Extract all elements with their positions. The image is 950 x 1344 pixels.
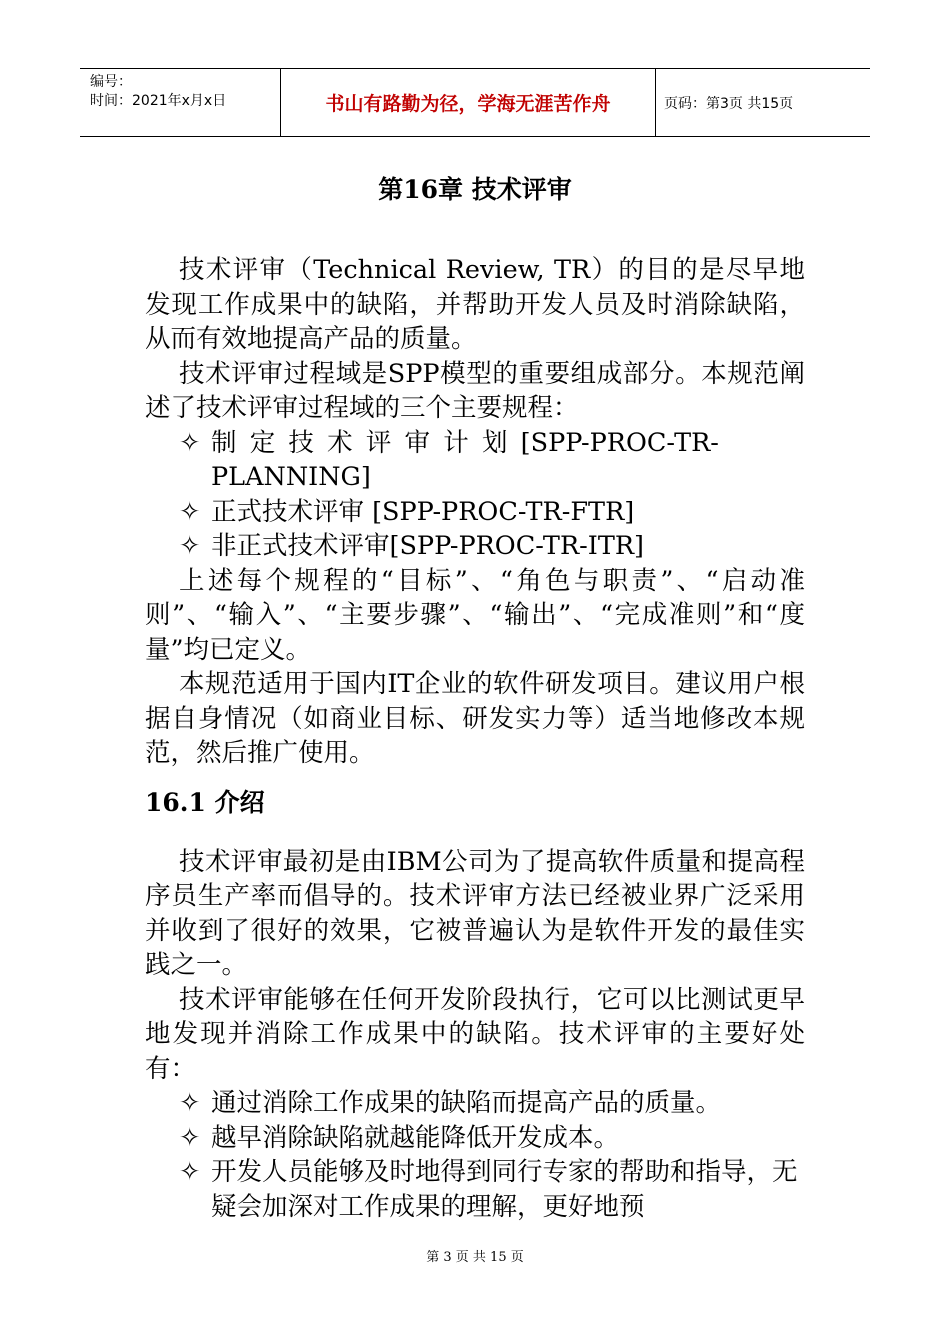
document-time-label: 时间：2021年x月x日: [90, 93, 227, 109]
section-paragraph-1: 技术评审最初是由IBM公司为了提高软件质量和提高程序员生产率而倡导的。技术评审方法已经被业界广泛采用并收到了很好的效果，它被普遍认为是软件开发的最佳实践之一。: [145, 846, 805, 980]
intro-bullet-3: [179, 529, 805, 564]
bullet-icon: ✧: [179, 1122, 201, 1153]
header-meta: [80, 69, 280, 136]
bullet-text: 开发人员能够及时地得到同行专家的帮助和指导，无疑会加深对工作成果的理解，更好地预: [211, 1157, 798, 1222]
bullet-text: 越早消除缺陷就越能降低开发成本。: [211, 1122, 620, 1153]
document-body: [145, 253, 805, 1224]
intro-paragraph-1: 技术评审（Technical Review, TR）的目的是尽早地发现工作成果中的缺陷，并帮助开发人员及时消除缺陷，从而有效地提高产品的质量。: [145, 255, 805, 354]
section-bullet-1: [179, 1086, 805, 1121]
chapter-title: 第16章 技术评审: [378, 175, 572, 204]
bullet-text: 制 定 技 术 评 审 计 划 [SPP-PROC-TR-PLANNING]: [211, 427, 719, 492]
intro-bullet-1: [179, 426, 805, 495]
intro-paragraph-3: 上述每个规程的“目标”、“角色与职责”、“启动准则”、“输入”、“主要步骤”、“输出”、“完成准则”和“度量”均已定义。: [145, 565, 805, 665]
section-bullet-2: [179, 1121, 805, 1156]
page-header: [80, 68, 870, 137]
bullet-text: 非正式技术评审[SPP-PROC-TR-ITR]: [211, 531, 644, 561]
bullet-icon: ✧: [179, 496, 201, 527]
bullet-text: 通过消除工作成果的缺陷而提高产品的质量。: [211, 1088, 722, 1118]
bullet-icon: ✧: [179, 531, 201, 561]
bullet-icon: ✧: [179, 427, 201, 458]
bullet-text: 正式技术评审 [SPP-PROC-TR-FTR]: [211, 496, 635, 527]
bullet-icon: ✧: [179, 1088, 201, 1118]
section-title: 16.1 介绍: [145, 787, 265, 817]
document-number-label: 编号：: [90, 74, 132, 90]
section-paragraph-2: 技术评审能够在任何开发阶段执行，它可以比测试更早地发现并消除工作成果中的缺陷。技术评审的主要好处有：: [145, 984, 805, 1084]
bullet-icon: ✧: [179, 1157, 201, 1187]
intro-bullet-2: [179, 495, 805, 530]
page-footer: 第 3 页 共 15 页: [426, 1250, 524, 1265]
intro-paragraph-4: 本规范适用于国内IT企业的软件研发项目。建议用户根据自身情况（如商业目标、研发实力等）适当地修改本规范，然后推广使用。: [145, 669, 805, 768]
section-bullet-3: [179, 1155, 805, 1224]
intro-paragraph-2: 技术评审过程域是SPP模型的重要组成部分。本规范阐述了技术评审过程域的三个主要规程：: [145, 358, 805, 423]
header-page-info: 页码：第3页 共15页: [664, 95, 794, 112]
header-motto: 书山有路勤为径，学海无涯苦作舟: [280, 69, 656, 136]
